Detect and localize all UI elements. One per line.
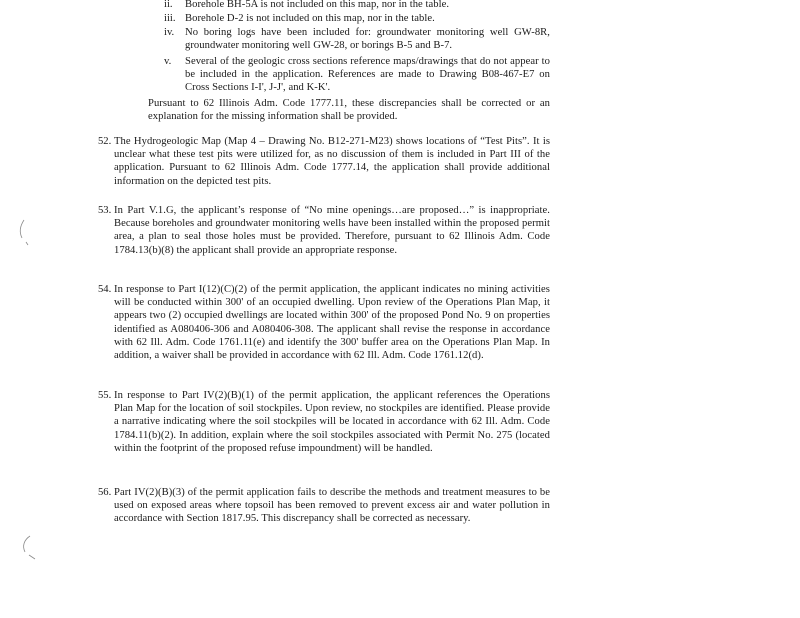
item-number: 55. [98, 390, 112, 401]
sub-item-iv [164, 26, 550, 52]
item-number: 52. [98, 136, 112, 147]
item-53 [98, 204, 550, 257]
sub-item-v [164, 55, 550, 95]
item-55 [98, 389, 550, 455]
item-52 [98, 135, 550, 188]
sub-item-text: No boring logs have been included for: groundwater monitoring well GW-8R, groundwater monitoring well GW-28, or borings B-5 and B-7. [185, 27, 550, 52]
sub-item-iii [164, 12, 550, 25]
sub-item-text: Several of the geologic cross sections reference maps/drawings that do not appear to be included in the application. References are made to Drawing B08-467-E7 on Cross Sections I-I', J-J', and K-K'. [185, 56, 550, 94]
scan-mark [14, 218, 34, 248]
sub-item-numeral: iii. [164, 13, 176, 24]
item-text: The Hydrogeologic Map (Map 4 – Drawing No. B12-271-M23) shows locations of “Test Pits”. It is unclear what these test pits were utilized for, as no discussion of them is included in Part III of the application. Pursuant to 62 Illinois Adm. Code 1777.14, the application shall provide additional information on the depicted test pits. [114, 136, 550, 187]
item-text: In Part V.1.G, the applicant’s response of “No mine openings…are proposed…” is inappropriate. Because boreholes and groundwater monitoring wells have been installed within the proposed permit area, a plan to seal those holes must be provided. Therefore, pursuant to 62 Illinois Adm. Code 1784.13(b)(8) the applicant shall provide an appropriate response. [114, 205, 550, 256]
sub-item-numeral: v. [164, 56, 172, 67]
scan-mark [18, 534, 42, 564]
item-56 [98, 486, 550, 526]
item-text: In response to Part IV(2)(B)(1) of the permit application, the applicant references the Operations Plan Map for the location of soil stockpiles. Upon review, no stockpiles are identified. Please provide a narrative indicating where the soil stockpiles will be located in accordance with 62 Ill. Adm. Code 1784.11(b)(2). In addition, explain where the soil stockpiles associated with Permit No. 275 (located within the footprint of the proposed refuse impoundment) will be handled. [114, 390, 550, 454]
sub-item-numeral: ii. [164, 0, 173, 10]
sub-item-numeral: iv. [164, 27, 175, 38]
item-text: In response to Part I(12)(C)(2) of the permit application, the applicant indicates no mining activities will be conducted within 300' of an occupied dwelling. Upon review of the Operations Plan Map, it appears two (2) occupied dwellings are located within 300' of the proposed Pond No. 9 on properties identified as A080406-306 and A080406-308. The applicant shall revise the response in accordance with 62 Ill. Adm. Code 1761.11(e) and identify the 300' buffer area on the Operations Plan Map. In addition, a waiver shall be provided in accordance with 62 Ill. Adm. Code 1761.12(d). [114, 284, 550, 362]
sub-item-ii [164, 0, 550, 11]
sub-item-text: Borehole BH-5A is not included on this map, nor in the table. [185, 0, 450, 10]
item-text: Part IV(2)(B)(3) of the permit application fails to describe the methods and treatment measures to be used on exposed areas where topsoil has been removed to prevent excess air and water pollution in accordance with Section 1817.95. This discrepancy shall be corrected as necessary. [114, 487, 550, 525]
item-number: 54. [98, 284, 112, 295]
sub-item-text: Borehole D-2 is not included on this map, nor in the table. [185, 13, 435, 24]
item-number: 53. [98, 205, 112, 216]
item-54 [98, 283, 550, 362]
item-number: 56. [98, 487, 112, 498]
pursuant-note: Pursuant to 62 Illinois Adm. Code 1777.11, these discrepancies shall be corrected or an explanation for the missing information shall be provided. [148, 98, 550, 123]
